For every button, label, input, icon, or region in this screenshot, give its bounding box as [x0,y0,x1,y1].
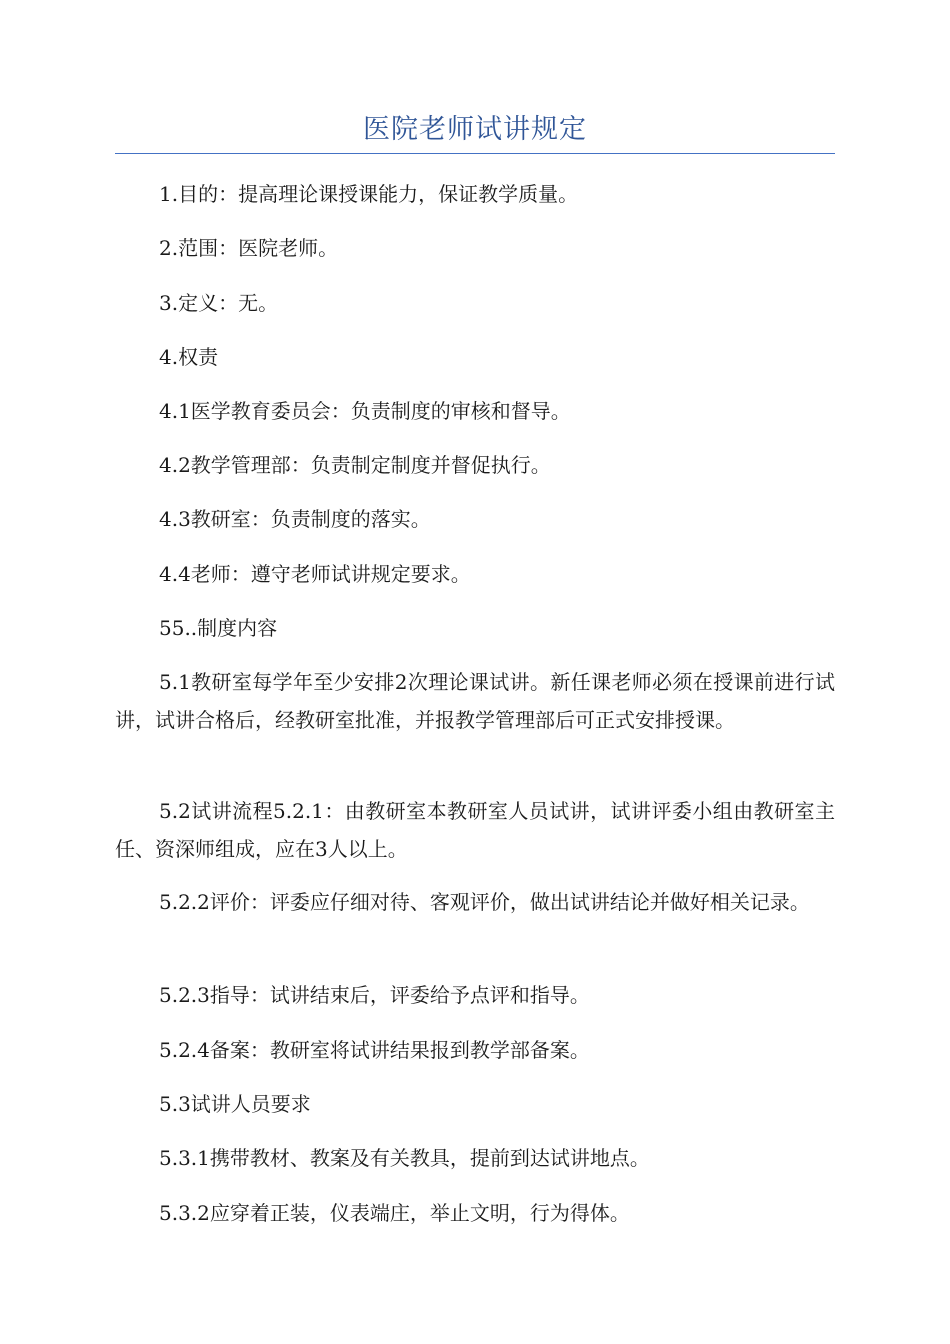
paragraph-5-2-3: 5.2.3指导：试讲结束后，评委给予点评和指导。 [159,983,590,1007]
paragraph-5-1: 5.1教研室每学年至少安排2次理论课试讲。新任课老师必须在授课前进行试讲，试讲合格后，经教研室批准，并报教学管理部后可正式安排授课。 [115,670,835,732]
paragraph-5-2: 5.2试讲流程5.2.1：由教研室本教研室人员试讲，试讲评委小组由教研室主任、资深师组成，应在3人以上。 [115,799,835,861]
paragraph-4-1: 4.1医学教育委员会：负责制度的审核和督导。 [159,399,571,423]
paragraph-5-3-2: 5.3.2应穿着正装，仪表端庄，举止文明，行为得体。 [159,1201,630,1225]
paragraph-purpose: 1.目的：提高理论课授课能力，保证教学质量。 [159,182,579,206]
paragraph-5-2-2: 5.2.2评价：评委应仔细对待、客观评价，做出试讲结论并做好相关记录。 [159,890,810,914]
paragraph-5-3-1: 5.3.1携带教材、教案及有关教具，提前到达试讲地点。 [159,1146,650,1170]
paragraph-5-2-4: 5.2.4备案：教研室将试讲结果报到教学部备案。 [159,1038,590,1062]
paragraph-4-2: 4.2教学管理部：负责制定制度并督促执行。 [159,453,551,477]
title-underline [115,153,835,154]
paragraph-scope: 2.范围：医院老师。 [159,236,339,260]
paragraph-4-3: 4.3教研室：负责制度的落实。 [159,507,431,531]
paragraph-responsibilities: 4.权责 [159,345,219,369]
paragraph-definition: 3.定义：无。 [159,291,279,315]
paragraph-5-3: 5.3试讲人员要求 [159,1092,311,1116]
paragraph-content-heading: 55..制度内容 [159,616,278,640]
paragraph-4-4: 4.4老师：遵守老师试讲规定要求。 [159,562,471,586]
document-title: 医院老师试讲规定 [363,114,587,145]
